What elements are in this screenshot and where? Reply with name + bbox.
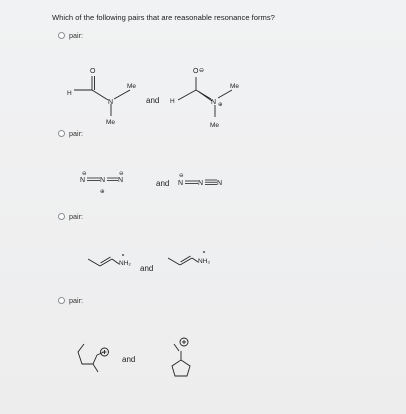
and-3: and bbox=[140, 264, 154, 273]
azide-right-n1: N bbox=[178, 180, 184, 187]
and-2: and bbox=[156, 179, 170, 188]
azide-right bbox=[178, 173, 222, 187]
ammonium-dot bbox=[203, 251, 205, 253]
cyclobutyl-cation bbox=[78, 344, 109, 372]
azide-left bbox=[80, 171, 124, 195]
amine-lone-pair-dot bbox=[122, 254, 124, 256]
amine-structure bbox=[88, 257, 119, 266]
option-1-label: pair: bbox=[69, 31, 83, 40]
iminium-o-charge: ⊖ bbox=[199, 68, 205, 74]
option-3-label: pair: bbox=[69, 212, 83, 221]
amine-nh2: NH₂ bbox=[119, 260, 131, 267]
amide-me-bottom: Me bbox=[106, 119, 116, 126]
iminium-me-bottom: Me bbox=[210, 122, 220, 129]
iminium-h: H bbox=[170, 98, 175, 105]
option-2-label: pair: bbox=[69, 129, 83, 138]
ammonium-nh3: NH₃ bbox=[198, 258, 211, 265]
amide-me-top: Me bbox=[127, 83, 137, 90]
iminium-o: O bbox=[193, 68, 199, 75]
azide-left-charge-top: ⊖ bbox=[82, 171, 87, 177]
and-1: and bbox=[146, 96, 160, 105]
amide-structure bbox=[74, 76, 130, 116]
iminium-n: N bbox=[211, 99, 217, 106]
azide-left-n3-charge: ⊖ bbox=[119, 171, 124, 177]
iminium-structure bbox=[178, 77, 232, 117]
question-text: Which of the following pairs that are reasonable resonance forms? bbox=[52, 13, 275, 22]
azide-right-charge: ⊖ bbox=[179, 173, 184, 179]
azide-left-n1: N bbox=[80, 177, 86, 184]
and-4: and bbox=[122, 355, 136, 364]
option-4-label: pair: bbox=[69, 296, 83, 305]
amide-h: H bbox=[67, 90, 72, 97]
azide-right-n3: N bbox=[217, 180, 223, 187]
iminium-me-top: Me bbox=[230, 83, 240, 90]
cyclopentyl-cation bbox=[172, 338, 190, 376]
azide-left-n2-charge: ⊕ bbox=[100, 189, 105, 195]
amide-n: N bbox=[108, 99, 114, 106]
iminium-n-charge: ⊕ bbox=[218, 102, 223, 108]
azide-left-n2: N bbox=[100, 177, 106, 184]
azide-right-n2: N bbox=[198, 180, 204, 187]
azide-left-n3: N bbox=[118, 177, 124, 184]
ammonium-structure bbox=[168, 256, 198, 265]
amide-o: O bbox=[90, 68, 96, 75]
